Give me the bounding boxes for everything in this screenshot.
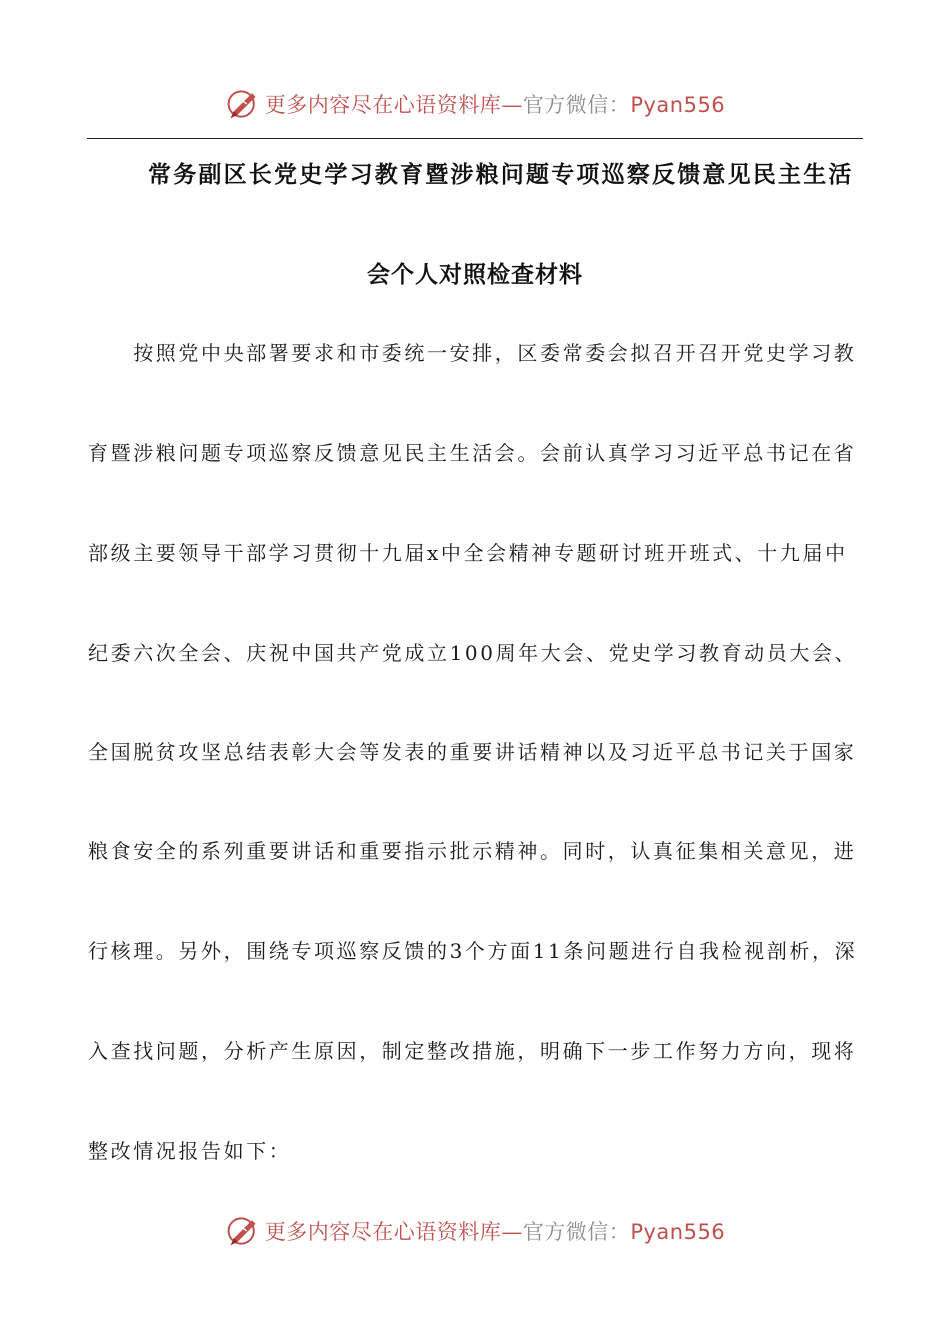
banner-site-text: 更多内容尽在心语资料库 — [264, 93, 502, 117]
pen-logo-icon — [225, 86, 261, 122]
banner-wechat-id: Pyan556 — [630, 93, 726, 117]
body-line: 行核理。另外，围绕专项巡察反馈的3个方面11条问题进行自我检视剖析，深 — [88, 939, 858, 963]
document-title-line-1: 常务副区长党史学习教育暨涉粮问题专项巡察反馈意见民主生活 — [148, 162, 854, 188]
header-divider — [87, 138, 863, 139]
body-line: 粮食安全的系列重要讲话和重要指示批示精神。同时，认真征集相关意见，进 — [88, 839, 857, 863]
body-line: 按照党中央部署要求和市委统一安排，区委常委会拟召开召开党史学习教 — [88, 341, 857, 365]
banner-text — [265, 89, 725, 119]
body-line: 整改情况报告如下： — [88, 1139, 292, 1163]
banner-text — [265, 1216, 725, 1246]
body-line: 育暨涉粮问题专项巡察反馈意见民主生活会。会前认真学习习近平总书记在省 — [88, 441, 857, 465]
body-line: 部级主要领导干部学习贯彻十九届x中全会精神专题研讨班开班式、十九届中 — [88, 541, 848, 565]
banner-wechat-label: 官方微信： — [522, 1220, 631, 1244]
document-title-line-2: 会个人对照检查材料 — [367, 262, 583, 288]
body-line: 入查找问题，分析产生原因，制定整改措施，明确下一步工作努力方向，现将 — [88, 1039, 857, 1063]
pen-logo-icon — [225, 1213, 261, 1249]
footer-banner — [0, 1211, 950, 1251]
header-banner — [0, 84, 950, 124]
banner-site-text: 更多内容尽在心语资料库 — [264, 1220, 502, 1244]
body-line: 全国脱贫攻坚总结表彰大会等发表的重要讲话精神以及习近平总书记关于国家 — [88, 740, 857, 764]
body-line: 纪委六次全会、庆祝中国共产党成立100周年大会、党史学习教育动员大会、 — [88, 641, 858, 665]
banner-dash: — — [501, 93, 523, 117]
banner-dash: — — [501, 1220, 523, 1244]
banner-wechat-id: Pyan556 — [630, 1220, 726, 1244]
banner-wechat-label: 官方微信： — [522, 93, 631, 117]
